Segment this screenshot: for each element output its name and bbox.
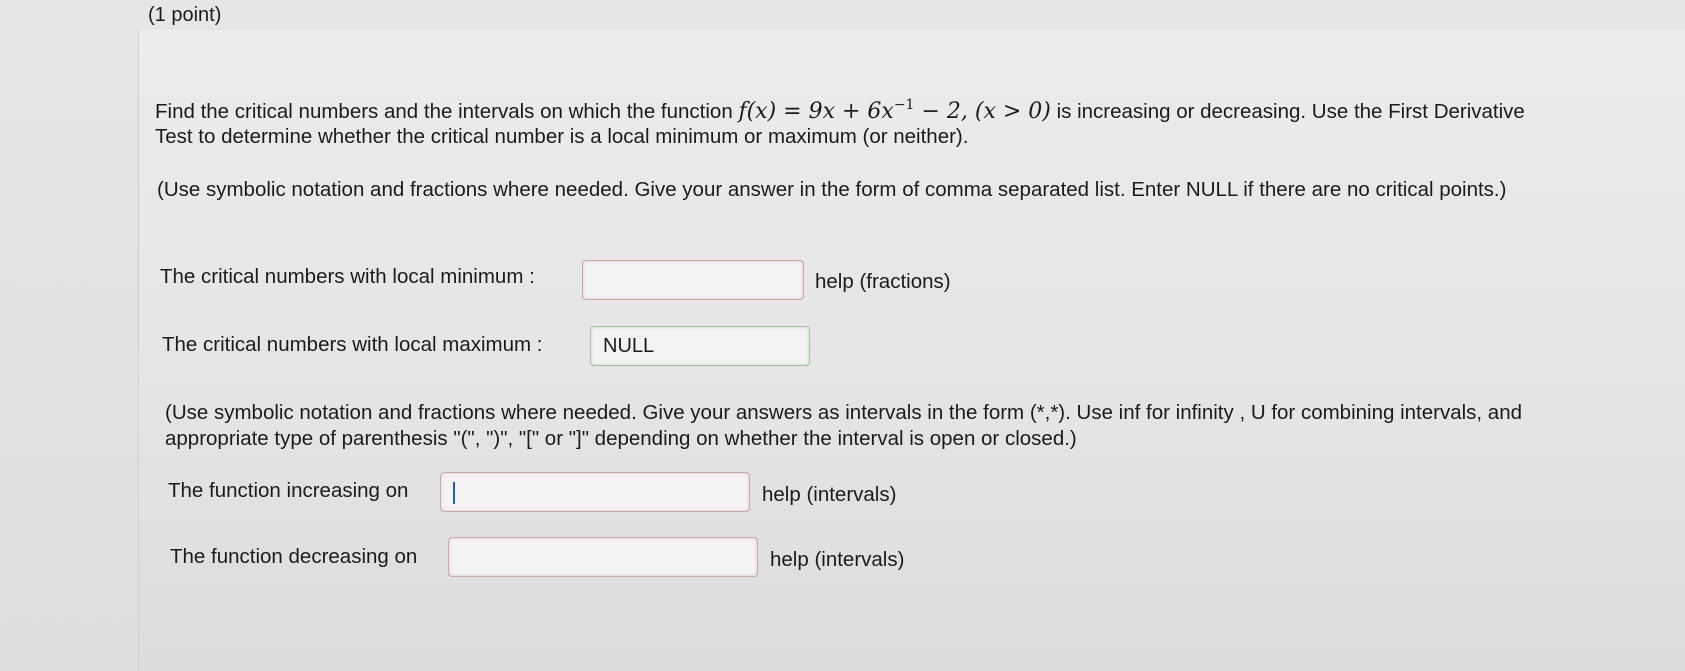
decreasing-label: The function decreasing on (170, 545, 418, 568)
text-caret (453, 482, 455, 504)
intro-text-after: is increasing or decreasing. Use the First Derivative (1056, 100, 1525, 123)
function-formula (738, 99, 1050, 124)
instructions-intervals-line2: appropriate type of parenthesis "(", ")", "[" or "]" depending on whether the interval is open or closed.) (165, 427, 1077, 450)
function-expr: f(x) = 9x + 6x (738, 99, 894, 124)
decreasing-help-link[interactable]: help (intervals) (770, 548, 905, 571)
local-min-help-link[interactable]: help (fractions) (815, 270, 951, 293)
local-max-input[interactable]: NULL (590, 326, 810, 366)
function-rest: − 2, (x > 0) (914, 99, 1051, 124)
function-exponent: −1 (893, 97, 915, 113)
problem-intro-line2: Test to determine whether the critical number is a local minimum or maximum (or neither). (155, 125, 969, 148)
local-max-label: The critical numbers with local maximum : (162, 333, 543, 356)
local-min-input[interactable] (582, 260, 804, 300)
local-min-label: The critical numbers with local minimum : (160, 265, 535, 288)
intro-text-before: Find the critical numbers and the intervals on which the function (155, 100, 733, 123)
instructions-intervals-line1: (Use symbolic notation and fractions where needed. Give your answers as intervals in the form (*,*). Use inf for infinity , U for combining intervals, and (165, 401, 1523, 424)
increasing-label: The function increasing on (168, 479, 409, 502)
instructions-critical: (Use symbolic notation and fractions where needed. Give your answer in the form of comma separated list. Enter NULL if there are no critical points.) (157, 178, 1507, 201)
decreasing-input[interactable] (448, 537, 758, 577)
increasing-help-link[interactable]: help (intervals) (762, 483, 897, 506)
increasing-input[interactable] (440, 472, 750, 512)
points-label: (1 point) (148, 4, 222, 26)
